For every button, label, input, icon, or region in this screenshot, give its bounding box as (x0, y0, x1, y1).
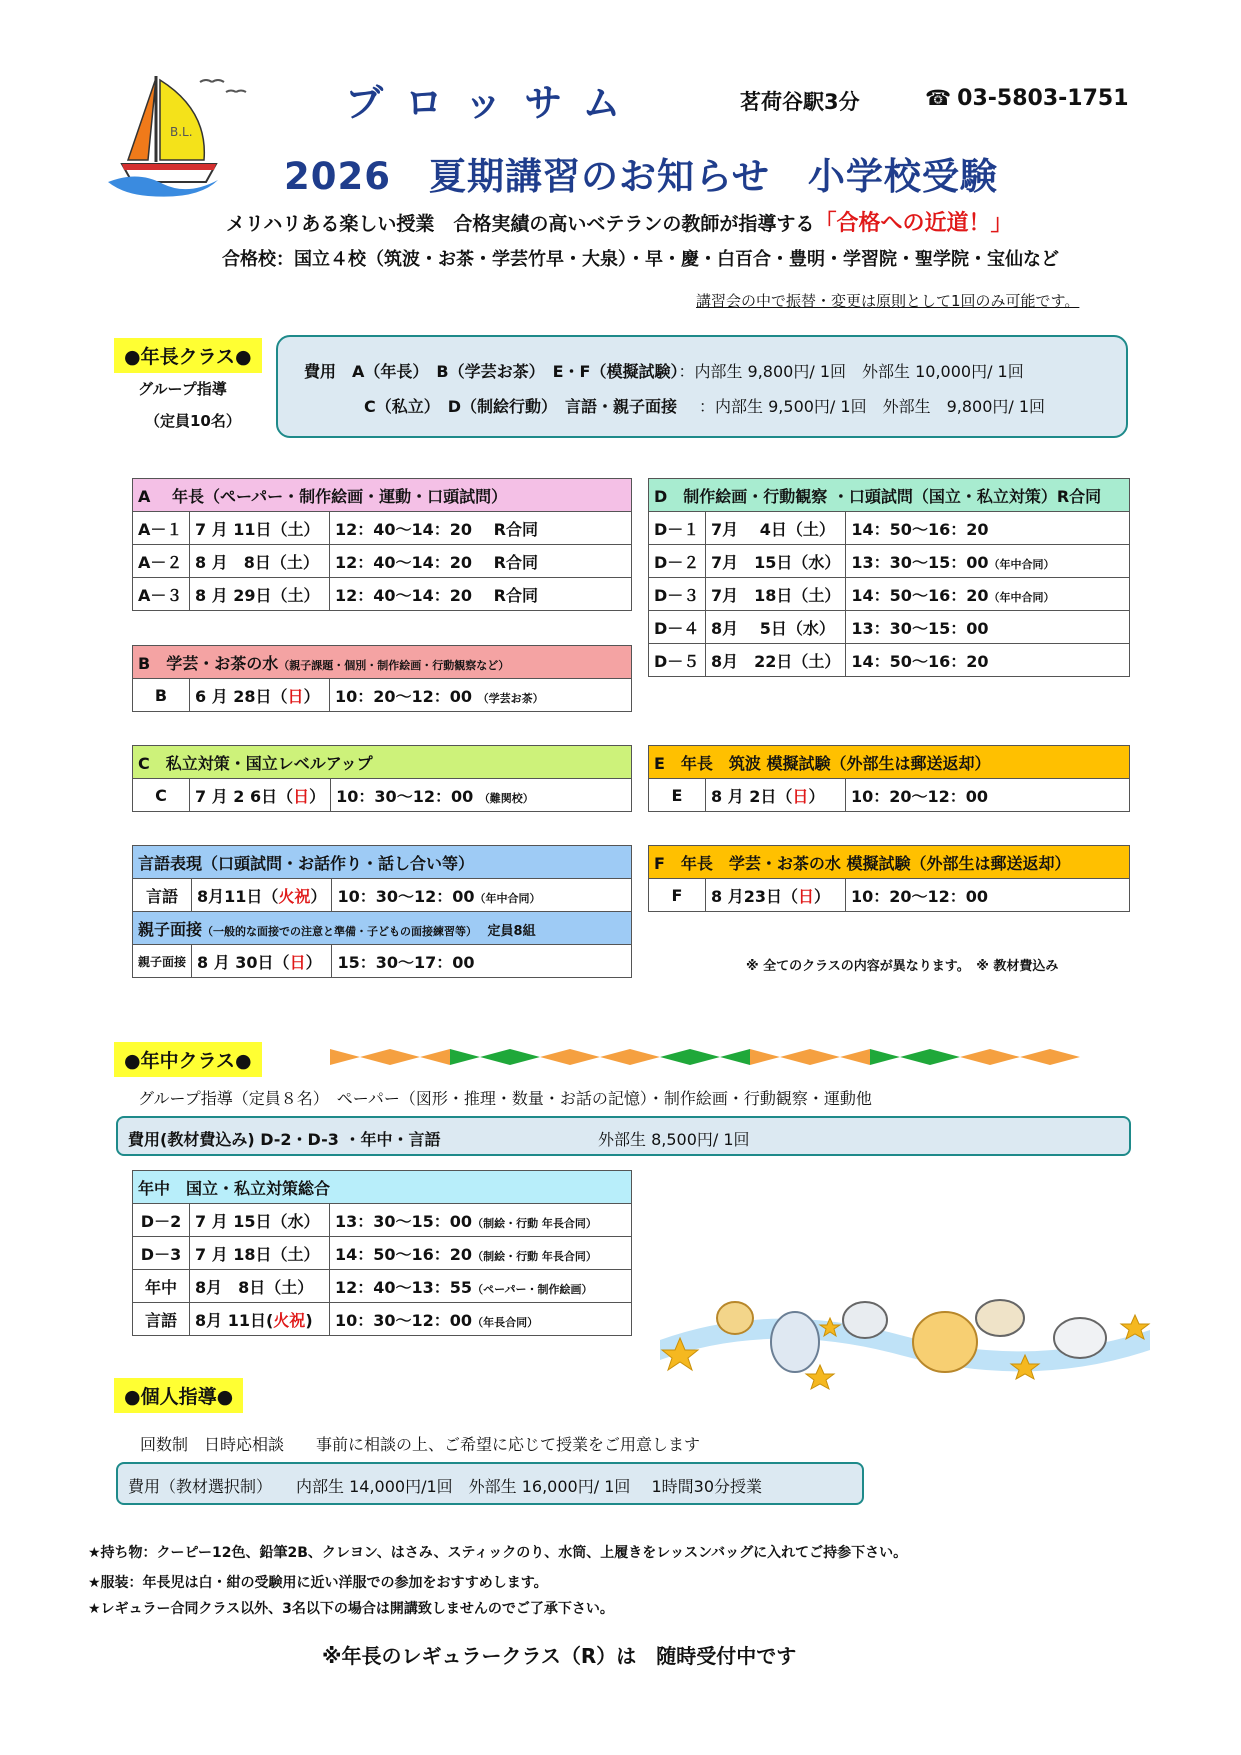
row-time (332, 879, 632, 912)
pennant-flag (480, 1049, 510, 1065)
pennant-flag (960, 1049, 990, 1065)
table-row (133, 512, 632, 545)
row-id: A－１ (133, 512, 190, 545)
row-date: 7月 15日（水） (706, 545, 846, 578)
row-time (330, 1270, 632, 1303)
pennant-flag (540, 1049, 570, 1065)
kojin-fee-box (116, 1462, 864, 1505)
row-id: F (649, 879, 706, 912)
time-note: （年長合同） (472, 1315, 539, 1329)
table-row (133, 545, 632, 578)
row-id: A－２ (133, 545, 190, 578)
table-e-header: E 年長 筑波 模擬試験（外部生は郵送返却） (649, 746, 1130, 779)
table-row (133, 779, 632, 812)
nenchu-fee-label: 費用(教材費込み) D-2・D-3 ・年中・言語 (128, 1130, 441, 1149)
pennant-flag (450, 1049, 480, 1065)
fee-line-2 (364, 394, 1045, 417)
table-row (133, 1303, 632, 1336)
kojin-fee: 費用（教材選択制） 内部生 14,000円/1回 外部生 16,000円/ 1回 1時間30分授業 (128, 1477, 762, 1496)
pennant-flag (870, 1049, 900, 1065)
row-time (846, 644, 1130, 677)
date-end: ） (303, 686, 320, 706)
row-date (192, 945, 332, 978)
row-time (330, 1237, 632, 1270)
nencho-class-label: ●年長クラス● (114, 338, 262, 373)
date-end: ） (309, 786, 326, 806)
date-text: 7 月 2 6日（ (195, 786, 294, 806)
pennant-decoration (330, 1047, 1120, 1067)
time-text: 10：30～12：00 (336, 786, 474, 806)
table-f (648, 845, 1130, 912)
pennant-flag (390, 1049, 420, 1065)
row-date: 8月 22日（土） (706, 644, 846, 677)
table-row (649, 545, 1130, 578)
time-note: （年中合同） (988, 590, 1055, 604)
table-e (648, 745, 1130, 812)
pennant-flag (780, 1049, 810, 1065)
row-date: 7月 4日（土） (706, 512, 846, 545)
table-gengo (132, 845, 632, 978)
passed-schools: 合格校：国立４校（筑波・お茶・学芸竹早・大泉）・早・慶・白百合・豊明・学習院・聖学院・宝仙など (222, 249, 1059, 270)
row-time: 12：40～14：20 R合同 (330, 512, 632, 545)
pennant-flag (330, 1049, 360, 1065)
row-time (330, 1204, 632, 1237)
date-day: 日 (293, 786, 310, 806)
kojin-desc: 回数制 日時応相談 事前に相談の上、ご希望に応じて授業をご用意します (140, 1435, 701, 1454)
date-day: 日 (792, 786, 809, 806)
row-id: D－３ (649, 578, 706, 611)
table-gengo-header: 言語表現（口頭試問・お話作り・話し合い等） (133, 846, 632, 879)
row-date (190, 679, 330, 712)
time-text: 14：50～16：20 (851, 519, 989, 539)
row-time (330, 1303, 632, 1336)
time-text: 12：40～13：55 (335, 1277, 473, 1297)
time-text: 14：50～16：20 (851, 651, 989, 671)
row-date: 8月 8日（土） (190, 1270, 330, 1303)
date-text: 8 月 30日（ (197, 952, 290, 972)
table-nenchu-header: 年中 国立・私立対策総合 (133, 1171, 632, 1204)
table-row (133, 879, 632, 912)
time-note: （年中合同） (474, 891, 541, 905)
time-note: （制絵・行動 年長合同） (472, 1216, 597, 1230)
row-id: E (649, 779, 706, 812)
fee-line-2-label: C（私立） D（制絵行動） 言語・親子面接 (364, 397, 678, 416)
pennant-flag (840, 1049, 870, 1065)
date-text: 8 月 2日（ (711, 786, 793, 806)
seashell-decoration (650, 1290, 1160, 1400)
row-time (846, 611, 1130, 644)
table-row (133, 679, 632, 712)
time-note: （学芸お茶） (477, 691, 544, 705)
table-b-subtitle: （親子課題・個別・制作絵画・行動観察など） (278, 658, 510, 672)
row-date: 8 月 8日（土） (190, 545, 330, 578)
tagline-highlight: 「合格への近道！」 (814, 211, 1013, 236)
pennant-flag (1050, 1049, 1080, 1065)
date-day: 火祝 (273, 1310, 306, 1330)
table-row (649, 644, 1130, 677)
phone-number: 03-5803-1751 (957, 86, 1129, 111)
fee-line-1-label: 費用 A（年長） B（学芸お茶） E・F（模擬試験） (304, 362, 679, 381)
table-row (133, 945, 632, 978)
table-row (649, 779, 1130, 812)
all-classes-note: ※ 全てのクラスの内容が異なります。 ※ 教材費込み (746, 959, 1059, 974)
transfer-notice: 講習会の中で振替・変更は原則として1回のみ可能です。 (696, 292, 1080, 310)
date-day: 日 (797, 886, 814, 906)
time-text: 13：30～15：00 (851, 618, 989, 638)
table-c-header: C 私立対策・国立レベルアップ (133, 746, 632, 779)
row-id: D－2 (133, 1204, 190, 1237)
row-time: 12：40～14：20 R合同 (330, 545, 632, 578)
table-row (133, 1204, 632, 1237)
nencho-fee-box (276, 335, 1128, 438)
time-text: 10：30～12：00 (337, 886, 475, 906)
pennant-flag (750, 1049, 780, 1065)
time-text: 13：30～15：00 (851, 552, 989, 572)
time-note: （年中合同） (988, 557, 1055, 571)
date-text: 8月11日（ (197, 886, 279, 906)
row-date: 7 月 11日（土） (190, 512, 330, 545)
kojin-class-label: ●個人指導● (114, 1378, 243, 1413)
table-nenchu (132, 1170, 632, 1336)
row-time: 10：20～12：00 (846, 879, 1130, 912)
nencho-group: グループ指導 (138, 380, 227, 398)
oyako-title: 親子面接 (138, 919, 203, 939)
time-note: （ペーパー・制作絵画） (472, 1282, 593, 1296)
date-end: ） (808, 786, 825, 806)
row-time: 15：30～17：00 (332, 945, 632, 978)
row-time: 10：20～12：00 (846, 779, 1130, 812)
oyako-capacity: 定員8組 (487, 923, 536, 939)
pennant-flag (360, 1049, 390, 1065)
row-time (330, 679, 632, 712)
time-note: （難関校） (478, 791, 534, 805)
pennant-flag (810, 1049, 840, 1065)
pennant-flag (690, 1049, 720, 1065)
bring-items-note: ★持ち物：クーピー12色、鉛筆2B、クレヨン、はさみ、スティックのり、水筒、上履きをレッスンバッグに入れてご持参下さい。 (88, 1545, 908, 1561)
table-row (649, 879, 1130, 912)
pennant-flag (630, 1049, 660, 1065)
date-text: 8月 11日( (195, 1310, 274, 1330)
time-text: 13：30～15：00 (335, 1211, 473, 1231)
table-a-header: A 年長（ペーパー・制作絵画・運動・口頭試問） (133, 479, 632, 512)
row-time (846, 512, 1130, 545)
table-row (133, 1270, 632, 1303)
date-end: ) (305, 1310, 313, 1330)
row-id: D－４ (649, 611, 706, 644)
svg-text:B.L.: B.L. (170, 125, 193, 139)
brand-name: ブロッサム (345, 81, 643, 125)
row-id: 親子面接 (133, 945, 192, 978)
row-id: 年中 (133, 1270, 190, 1303)
nenchu-desc: グループ指導（定員８名） ペーパー（図形・推理・数量・お話の記憶）・制作絵画・行動観察・運動他 (138, 1089, 872, 1108)
row-id: D－５ (649, 644, 706, 677)
row-date (706, 879, 846, 912)
table-c (132, 745, 632, 812)
row-date (190, 1303, 330, 1336)
row-date: 8 月 29日（土） (190, 578, 330, 611)
table-a (132, 478, 632, 611)
date-text: 8 月23日（ (711, 886, 798, 906)
regular-class-note: ※年長のレギュラークラス（R）は 随時受付中です (322, 1644, 797, 1668)
date-day: 火祝 (278, 886, 311, 906)
time-text: 10：30～12：00 (335, 1310, 473, 1330)
nencho-capacity: （定員10名） (145, 412, 241, 430)
minimum-class-note: ★レギュラー合同クラス以外、3名以下の場合は開講致しませんのでご了承下さい。 (88, 1601, 614, 1617)
table-row (133, 1237, 632, 1270)
row-id: A－３ (133, 578, 190, 611)
pennant-flag (510, 1049, 540, 1065)
pennant-flag (990, 1049, 1020, 1065)
pennant-flag (660, 1049, 690, 1065)
row-id: D－3 (133, 1237, 190, 1270)
time-text: 14：50～16：20 (335, 1244, 473, 1264)
nenchu-fee-box (116, 1116, 1131, 1156)
row-id: D－１ (649, 512, 706, 545)
pennant-flag (600, 1049, 630, 1065)
time-text: 10：20～12：00 (335, 686, 473, 706)
pennant-flag (930, 1049, 960, 1065)
page-title: 2026 夏期講習のお知らせ 小学校受験 (284, 155, 998, 198)
tagline (226, 206, 1012, 237)
table-row (133, 578, 632, 611)
table-d-header: D 制作絵画・行動観察 ・口頭試問（国立・私立対策）R合同 (649, 479, 1130, 512)
row-date: 8月 5日（水） (706, 611, 846, 644)
station-info: 茗荷谷駅3分 (740, 90, 860, 114)
time-note: （制絵・行動 年長合同） (472, 1249, 597, 1263)
table-row (649, 578, 1130, 611)
date-end: ） (310, 886, 327, 906)
fee-line-1-value: ：内部生 9,800円/ 1回 外部生 10,000円/ 1回 (678, 362, 1024, 381)
pennant-flag (1020, 1049, 1050, 1065)
clothing-note: ★服装：年長児は白・紺の受験用に近い洋服での参加をおすすめします。 (88, 1575, 548, 1591)
nenchu-class-label: ●年中クラス● (114, 1042, 262, 1077)
date-day: 日 (289, 952, 306, 972)
pennant-flag (720, 1049, 750, 1065)
table-b-header (133, 646, 632, 679)
date-text: 6 月 28日（ (195, 686, 288, 706)
table-f-header: F 年長 学芸・お茶の水 模擬試験（外部生は郵送返却） (649, 846, 1130, 879)
nenchu-fee-value: 外部生 8,500円/ 1回 (598, 1130, 750, 1149)
table-row (649, 611, 1130, 644)
row-time: 12：40～14：20 R合同 (330, 578, 632, 611)
oyako-subtitle: （一般的な面接での注意と準備・子どもの面接練習等） (202, 924, 472, 938)
table-b (132, 645, 632, 712)
row-time (846, 545, 1130, 578)
row-date (190, 779, 331, 812)
row-time (331, 779, 632, 812)
phone-icon: ☎ (925, 86, 952, 110)
row-time (846, 578, 1130, 611)
row-id: 言語 (133, 1303, 190, 1336)
row-id: 言語 (133, 879, 192, 912)
table-row (649, 512, 1130, 545)
row-id: D－２ (649, 545, 706, 578)
date-end: ） (814, 886, 831, 906)
table-b-title: B 学芸・お茶の水 (138, 653, 279, 673)
fee-line-2-value: ：内部生 9,500円/ 1回 外部生 9,800円/ 1回 (699, 397, 1046, 416)
fee-line-1 (304, 359, 1024, 382)
table-d (648, 478, 1130, 677)
pennant-flag (570, 1049, 600, 1065)
phone-info (925, 86, 1129, 111)
row-date: 7月 18日（土） (706, 578, 846, 611)
time-text: 14：50～16：20 (851, 585, 989, 605)
pennant-flag (420, 1049, 450, 1065)
row-date: 7 月 15日（水） (190, 1204, 330, 1237)
date-day: 日 (287, 686, 304, 706)
row-id: C (133, 779, 190, 812)
tagline-text: メリハリある楽しい授業 合格実績の高いベテランの教師が指導する (226, 213, 815, 235)
row-id: B (133, 679, 190, 712)
sailboat-logo (108, 70, 268, 200)
oyako-header (133, 912, 632, 945)
row-date (192, 879, 332, 912)
pennant-flag (900, 1049, 930, 1065)
row-date: 7 月 18日（土） (190, 1237, 330, 1270)
date-end: ） (305, 952, 322, 972)
row-date (706, 779, 846, 812)
